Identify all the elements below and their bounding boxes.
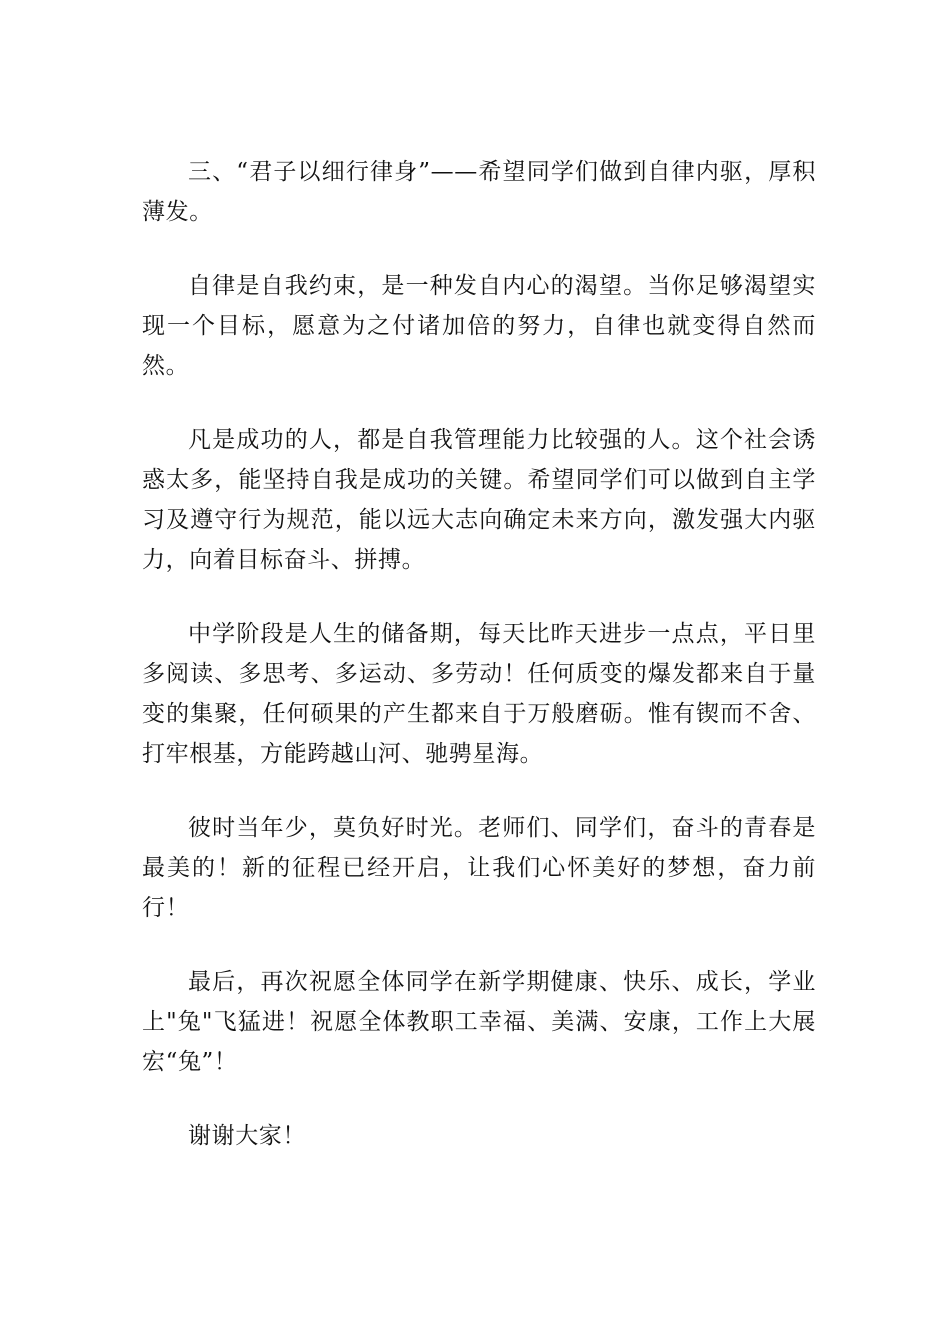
paragraph-wishes: 最后，再次祝愿全体同学在新学期健康、快乐、成长，学业上"兔"飞猛进！祝愿全体教职工幸福、美满、安康，工作上大展宏“兔”！	[142, 969, 816, 1075]
paragraph-self-discipline: 自律是自我约束，是一种发自内心的渴望。当你足够渴望实现一个目标，愿意为之付诸加倍的努力，自律也就变得自然而然。	[142, 273, 816, 379]
paragraph-thanks: 谢谢大家！	[188, 1123, 306, 1149]
paragraph-success: 凡是成功的人，都是自我管理能力比较强的人。这个社会诱惑太多，能坚持自我是成功的关键。希望同学们可以做到自主学习及遵守行为规范，能以远大志向确定未来方向，激发强大内驱力，向着目标奋斗、拼搏。	[142, 427, 816, 573]
paragraph-section-three-heading: 三、“君子以细行律身”——希望同学们做到自律内驱，厚积薄发。	[142, 159, 816, 225]
paragraph-middle-school: 中学阶段是人生的储备期，每天比昨天进步一点点，平日里多阅读、多思考、多运动、多劳动！任何质变的爆发都来自于量变的集聚，任何硕果的产生都来自于万般磨砺。惟有锲而不舍、打牢根基，方能跨越山河、驰骋星海。	[142, 621, 816, 767]
document-body	[142, 152, 816, 1190]
paragraph-youth: 彼时当年少，莫负好时光。老师们、同学们，奋斗的青春是最美的！新的征程已经开启，让我们心怀美好的梦想，奋力前行！	[142, 815, 816, 921]
